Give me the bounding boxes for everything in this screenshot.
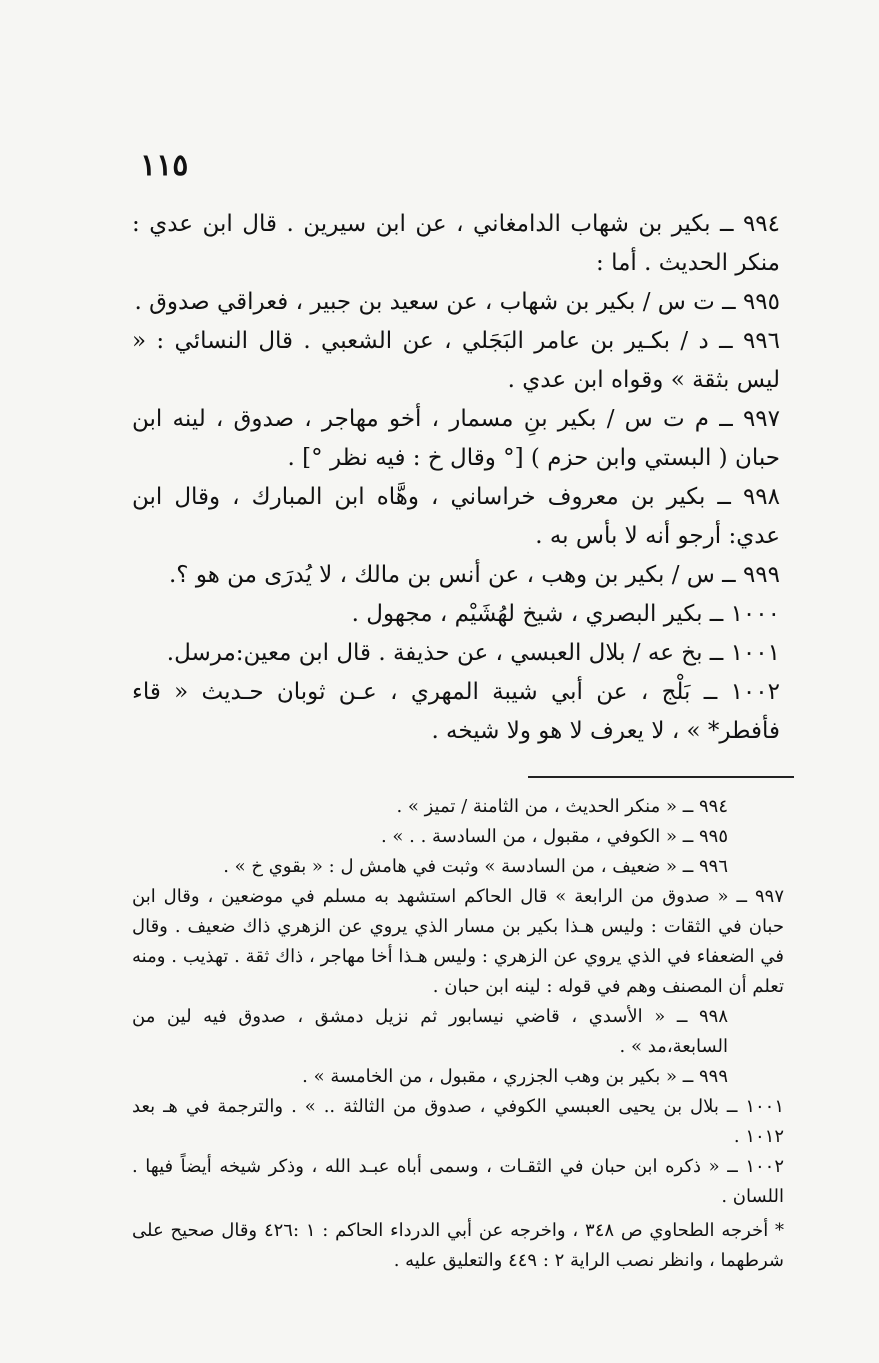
entry-994: ٩٩٤ ــ بكير بن شهاب الدامغاني ، عن ابن سيرين . قال ابن عدي : منكر الحديث . أما : bbox=[132, 211, 780, 276]
note-998: ٩٩٨ ــ « الأسدي ، قاضي نيسابور ثم نزيل دمشق ، صدوق فيه لين من السابعة،مد » . bbox=[132, 1006, 728, 1057]
footnotes bbox=[132, 792, 784, 1276]
entry-1001: ١٠٠١ ــ بخ عه / بلال العبسي ، عن حذيفة . قال ابن معين:مرسل. bbox=[166, 640, 780, 666]
note-star: * أخرجه الطحاوي ص ٣٤٨ ، واخرجه عن أبي الدرداء الحاكم : ١ :٤٢٦ وقال صحيح على شرطهما ، وانظر نصب الراية ٢ : ٤٤٩ والتعليق عليه . bbox=[132, 1220, 784, 1271]
entry-997: ٩٩٧ ــ م ت س / بكير بنِ مسمار ، أخو مهاجر ، صدوق ، لينه ابن حبان ( البستي وابن حزم ) [° وقال خ : فيه نظر °] . bbox=[132, 406, 780, 471]
note-995: ٩٩٥ ــ « الكوفي ، مقبول ، من السادسة . . » . bbox=[380, 826, 728, 847]
note-1002: ١٠٠٢ ــ « ذكره ابن حبان في الثقـات ، وسمى أباه عبـد الله ، وذكر شيخه أيضاً فيها . اللسان . bbox=[132, 1156, 784, 1207]
entry-1000: ١٠٠٠ ــ بكير البصري ، شيخ لهُشَيْم ، مجهول . bbox=[351, 601, 780, 627]
note-997: ٩٩٧ ــ « صدوق من الرابعة » قال الحاكم استشهد به مسلم في موضعين ، وقال ابن حبان في الثقات : وليس هـذا بكير بن مسار الذي يروي عن الزهري ذاك ضعيف . وقال في الضعفاء في الذي يروي عن الزهري : وليس هـذا أخا مهاجر ، ذاك ثقة . تهذيب . ومنه تعلم أن المصنف وهم في قوله : لينه ابن حبان . bbox=[132, 886, 784, 997]
main-text bbox=[132, 205, 780, 751]
note-996: ٩٩٦ ــ « ضعيف ، من السادسة » وثبت في هامش ل : « بقوي خ » . bbox=[223, 856, 728, 877]
entry-999: ٩٩٩ ــ س / بكير بن وهب ، عن أنس بن مالك ، لا يُدرَى من هو ؟. bbox=[169, 562, 780, 588]
entry-998: ٩٩٨ ــ بكير بن معروف خراساني ، وهَّاه ابن المبارك ، وقال ابن عدي: أرجو أنه لا بأس به . bbox=[132, 484, 780, 549]
entry-996: ٩٩٦ ــ د / بكـير بن عامر البَجَلي ، عن الشعبي . قال النسائي : « ليس بثقة » وقواه ابن عدي . bbox=[132, 328, 780, 393]
footnote-divider bbox=[528, 776, 794, 778]
note-1001: ١٠٠١ ــ بلال بن يحيى العبسي الكوفي ، صدوق من الثالثة .. » . والترجمة في هـ بعد ١٠١٢ . bbox=[132, 1096, 784, 1147]
entry-995: ٩٩٥ ــ ت س / بكير بن شهاب ، عن سعيد بن جبير ، فعراقي صدوق . bbox=[134, 289, 780, 315]
entry-1002: ١٠٠٢ ــ بَلْج ، عن أبي شيبة المهري ، عـن ثوبان حـديث « قاء فأفطر* » ، لا يعرف لا هو ولا شيخه . bbox=[132, 679, 780, 744]
note-999: ٩٩٩ ــ « بكير بن وهب الجزري ، مقبول ، من الخامسة » . bbox=[302, 1066, 728, 1087]
page-number: ١١٥ bbox=[140, 148, 189, 183]
note-994: ٩٩٤ ــ « منكر الحديث ، من الثامنة / تميز » . bbox=[396, 796, 728, 817]
